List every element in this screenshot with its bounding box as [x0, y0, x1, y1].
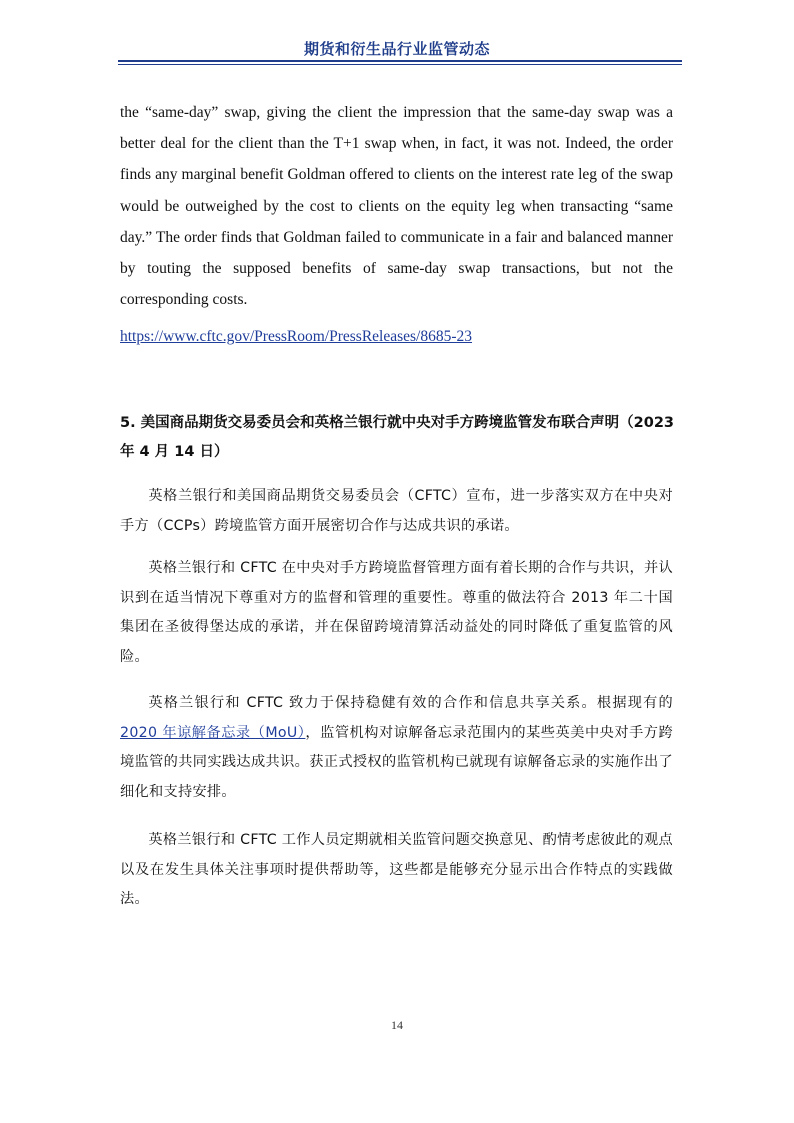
header-rule-thick: [118, 60, 682, 62]
section-heading: 5. 美国商品期货交易委员会和英格兰银行就中央对手方跨境监管发布联合声明（2023 年 4 月 14 日）: [120, 415, 674, 460]
article-paragraph: the “same-day” swap, giving the client the impression that the same-day swap was a better deal for the client than the T+1 swap when, in fact, it was not. Indeed, the order finds any marginal benefit Goldman offered to clients on the interest rate leg of the swap would be outweighed by the cost to clients on the equity leg when transacting “same day.” The order finds that Goldman failed to communicate in a fair and balanced manner by touting the supposed benefits of same-day swap transactions, but not the corresponding costs.: [120, 104, 673, 309]
section-paragraph-1: 英格兰银行和美国商品期货交易委员会（CFTC）宣布，进一步落实双方在中央对手方（CCPs）跨境监管方面开展密切合作与达成共识的承诺。: [120, 488, 673, 534]
paragraph-3-text-after: ，监管机构对谅解备忘录范围内的某些英美中央对手方跨境监管的共同实践达成共识。获正式授权的监管机构已就现有谅解备忘录的实施作出了细化和支持安排。: [120, 724, 673, 800]
section-paragraph-4: 英格兰银行和 CFTC 工作人员定期就相关监管问题交换意见、酌情考虑彼此的观点以及在发生具体关注事项时提供帮助等，这些都是能够充分显示出合作特点的实践做法。: [120, 832, 673, 907]
page-number: 14: [391, 1018, 403, 1032]
section-paragraph-2: 英格兰银行和 CFTC 在中央对手方跨境监督管理方面有着长期的合作与共识，并认识到在适当情况下尊重对方的监督和管理的重要性。尊重的做法符合 2013 年二十国集团在圣彼得堡达成的承诺，并在保留跨境清算活动益处的同时降低了重复监管的风险。: [120, 560, 673, 665]
press-release-link[interactable]: https://www.cftc.gov/PressRoom/PressReleases/8685-23: [120, 328, 473, 345]
section-paragraph-3: [120, 689, 673, 807]
paragraph-3-text-before: 英格兰银行和 CFTC 致力于保持稳健有效的合作和信息共享关系。根据现有的: [148, 695, 673, 711]
mou-link[interactable]: 2020 年谅解备忘录（MoU）: [120, 724, 306, 741]
header-rule-thin: [118, 64, 682, 65]
header-title: 期货和衍生品行业监管动态: [303, 40, 490, 58]
